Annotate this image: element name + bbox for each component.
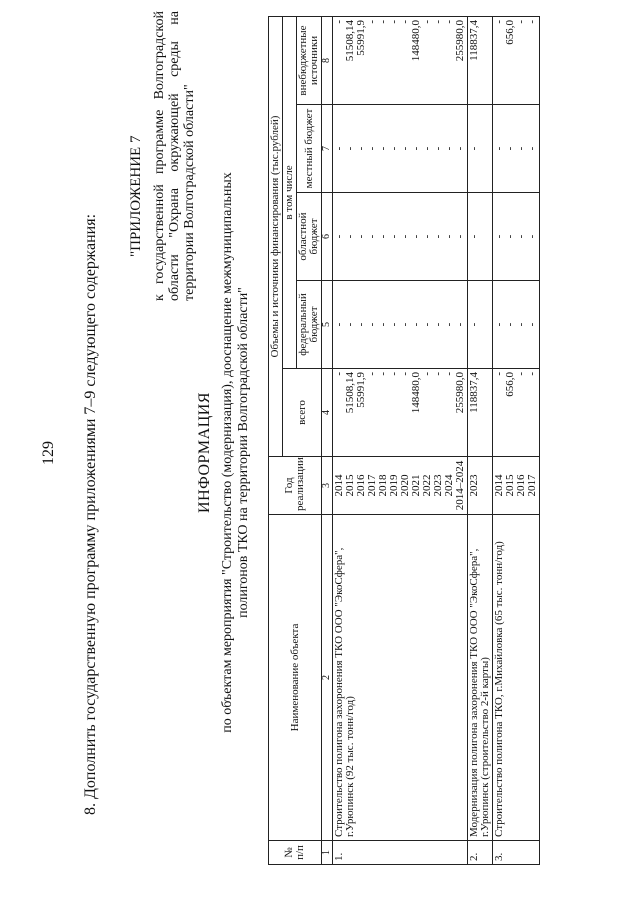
cell-value: - <box>333 146 345 151</box>
year-cell-values <box>334 460 466 511</box>
regional-cell-values <box>469 196 480 277</box>
local-cell-values <box>334 108 466 189</box>
cell-value: 2016 <box>355 474 367 497</box>
table-row <box>468 16 493 864</box>
cell-value: - <box>443 322 455 327</box>
header-name: Наименование объекта <box>269 515 322 841</box>
column-number: 5 <box>322 281 333 369</box>
cell-value: - <box>333 322 345 327</box>
cell-value: - <box>526 322 538 327</box>
cell-value: 2014 <box>493 474 505 497</box>
cell-value: - <box>493 146 505 151</box>
year-cell-values <box>494 460 538 511</box>
cell-value: - <box>377 146 389 151</box>
federal-cell <box>333 281 468 369</box>
cell-value: - <box>377 234 389 239</box>
column-number: 2 <box>322 515 333 841</box>
cell-value: - <box>443 234 455 239</box>
cell-value: 118837,4 <box>468 372 480 413</box>
cell-value: 51508,14 <box>344 372 356 414</box>
regional-cell <box>493 193 540 281</box>
total-cell-values <box>334 372 466 453</box>
cell-value: - <box>399 146 411 151</box>
cell-value: - <box>421 322 433 327</box>
cell-value: - <box>333 372 345 376</box>
cell-value: 55991,9 <box>355 19 367 56</box>
cell-value: - <box>515 372 527 376</box>
cell-value: 255980,0 <box>454 19 466 62</box>
cell-value: 2017 <box>526 474 538 497</box>
document-subtitle: по объектам мероприятия "Строительство (модернизация), дооснащение межмуниципальных полигонов ТКО на территории Волгоградской области" <box>220 172 251 733</box>
column-number: 6 <box>322 193 333 281</box>
table-row <box>333 16 468 864</box>
total-cell <box>468 369 493 457</box>
cell-value: - <box>468 322 480 327</box>
cell-value: - <box>493 19 505 24</box>
cell-value: 55991,9 <box>355 372 367 408</box>
extra-cell <box>333 16 468 104</box>
total-cell-values <box>494 372 538 453</box>
cell-value: - <box>410 322 422 327</box>
cell-value: - <box>421 234 433 239</box>
cell-value: 255980,0 <box>454 372 466 414</box>
cell-value: - <box>526 372 538 376</box>
cell-value: - <box>366 234 378 239</box>
cell-value: - <box>344 146 356 151</box>
cell-value: 2016 <box>515 474 527 497</box>
cell-value: 2017 <box>366 474 378 497</box>
cell-value: 2015 <box>504 474 516 497</box>
column-number: 3 <box>322 457 333 515</box>
cell-value: - <box>366 19 378 24</box>
cell-value: - <box>399 234 411 239</box>
extra-cell-values <box>494 20 538 101</box>
header-including: в том числе <box>283 16 297 368</box>
appendix-note: к государственной программе Волгоградской области "Охрана окружающей среды на территории Волгоградской области" <box>152 11 197 301</box>
regional-cell-values <box>494 196 538 277</box>
object-name: Строительство полигона захоронения ТКО ООО "ЭкоСфера", г.Урюпинск (92 тыс. тонн/год) <box>333 515 468 841</box>
document-title: ИНФОРМАЦИЯ <box>196 392 213 513</box>
cell-value: - <box>355 146 367 151</box>
local-cell-values <box>494 108 538 189</box>
cell-value: - <box>468 234 480 239</box>
cell-value: 2023 <box>468 474 480 497</box>
header-regional: областной бюджет <box>297 193 322 281</box>
cell-value: - <box>432 322 444 327</box>
cell-value: 148480,0 <box>410 372 422 414</box>
cell-value: - <box>366 322 378 327</box>
extra-cell <box>468 16 493 104</box>
header-federal: федеральный бюджет <box>297 281 322 369</box>
cell-value: - <box>388 322 400 327</box>
cell-value: - <box>410 146 422 151</box>
local-cell <box>468 105 493 193</box>
cell-value: - <box>432 234 444 239</box>
row-number: 2. <box>468 841 493 865</box>
cell-value: - <box>344 322 356 327</box>
cell-value: - <box>443 372 455 376</box>
row-number: 3. <box>493 841 540 865</box>
local-cell-values <box>469 108 480 189</box>
total-cell <box>493 369 540 457</box>
cell-value: 2021 <box>410 474 422 497</box>
cell-value: - <box>515 234 527 239</box>
federal-cell-values <box>334 284 466 365</box>
cell-value: - <box>493 234 505 239</box>
cell-value: 2023 <box>432 474 444 497</box>
cell-value: - <box>526 146 538 151</box>
federal-cell-values <box>494 284 538 365</box>
cell-value: 2018 <box>377 474 389 497</box>
regional-cell <box>333 193 468 281</box>
cell-value: 118837,4 <box>468 19 480 61</box>
cell-value: - <box>355 322 367 327</box>
cell-value: - <box>504 234 516 239</box>
cell-value: - <box>388 234 400 239</box>
cell-value: - <box>526 234 538 239</box>
cell-value: - <box>493 372 505 376</box>
header-local: местный бюджет <box>297 105 322 193</box>
regional-cell-values <box>334 196 466 277</box>
amendment-instruction: 8. Дополнить государственную программу приложениями 7–9 следующего содержания: <box>82 213 99 815</box>
cell-value: - <box>421 146 433 151</box>
object-name: Строительство полигона ТКО, г.Михайловка (65 тыс. тонн/год) <box>493 515 540 841</box>
cell-value: - <box>399 19 411 24</box>
column-number-row <box>322 16 333 864</box>
cell-value: 656,0 <box>504 372 516 397</box>
column-number: 7 <box>322 105 333 193</box>
local-cell <box>493 105 540 193</box>
cell-value: - <box>443 19 455 24</box>
cell-value: - <box>504 322 516 327</box>
cell-value: - <box>515 146 527 151</box>
cell-value: 2020 <box>399 474 411 497</box>
federal-cell <box>468 281 493 369</box>
header-total: всего <box>283 369 322 457</box>
column-number: 4 <box>322 369 333 457</box>
extra-cell-values <box>334 20 466 101</box>
cell-value: - <box>355 234 367 239</box>
table-row <box>493 16 540 864</box>
column-number: 8 <box>322 16 333 104</box>
cell-value: - <box>493 322 505 327</box>
cell-value: - <box>388 19 400 24</box>
header-funding: Объемы и источники финансирования (тыс.рублей) <box>269 16 283 456</box>
cell-value: - <box>454 234 466 239</box>
cell-value: - <box>399 322 411 327</box>
cell-value: - <box>388 146 400 151</box>
year-cell <box>468 457 493 515</box>
cell-value: - <box>515 322 527 327</box>
cell-value: - <box>421 19 433 24</box>
total-cell-values <box>469 372 480 453</box>
cell-value: 2014 <box>333 474 345 497</box>
object-name: Модернизация полигона захоронения ТКО ООО "ЭкоСфера", г.Урюпинск (строительство 2-й карты) <box>468 515 493 841</box>
cell-value: - <box>504 146 516 151</box>
appendix-title: "ПРИЛОЖЕНИЕ 7 <box>128 135 144 257</box>
year-cell <box>493 457 540 515</box>
cell-value: - <box>454 146 466 151</box>
header-extra: внебюджетные источники <box>297 16 322 104</box>
cell-value: - <box>432 146 444 151</box>
cell-value: - <box>333 19 345 24</box>
cell-value: 656,0 <box>504 19 516 45</box>
cell-value: 148480,0 <box>410 19 422 62</box>
cell-value: - <box>377 19 389 24</box>
cell-value: 2024 <box>443 474 455 497</box>
cell-value: - <box>399 372 411 376</box>
cell-value: - <box>410 234 422 239</box>
cell-value: - <box>388 372 400 376</box>
local-cell <box>333 105 468 193</box>
extra-cell <box>493 16 540 104</box>
federal-cell-values <box>469 284 480 365</box>
cell-value: 2015 <box>344 474 356 497</box>
cell-value: - <box>468 146 480 151</box>
cell-value: - <box>421 372 433 376</box>
page-number: 129 <box>40 441 57 465</box>
financing-table <box>268 16 540 865</box>
cell-value: 51508,14 <box>344 19 356 62</box>
cell-value: - <box>344 234 356 239</box>
cell-value: - <box>366 146 378 151</box>
total-cell <box>333 369 468 457</box>
year-cell <box>333 457 468 515</box>
column-number: 1 <box>322 841 333 865</box>
cell-value: - <box>443 146 455 151</box>
cell-value: - <box>526 19 538 24</box>
cell-value: - <box>377 372 389 376</box>
cell-value: 2022 <box>421 474 433 497</box>
cell-value: 2019 <box>388 474 400 497</box>
cell-value: - <box>432 372 444 376</box>
row-number: 1. <box>333 841 468 865</box>
header-year: Год реализации <box>269 457 322 515</box>
cell-value: - <box>454 322 466 327</box>
cell-value: - <box>377 322 389 327</box>
table-body <box>333 16 540 864</box>
header-no: № п/п <box>269 841 322 865</box>
cell-value: - <box>515 19 527 24</box>
year-cell-values <box>469 460 480 511</box>
regional-cell <box>468 193 493 281</box>
federal-cell <box>493 281 540 369</box>
cell-value: - <box>432 19 444 24</box>
cell-value: - <box>366 372 378 376</box>
extra-cell-values <box>469 20 480 101</box>
cell-value: 2014–2024 <box>454 460 466 511</box>
cell-value: - <box>333 234 345 239</box>
